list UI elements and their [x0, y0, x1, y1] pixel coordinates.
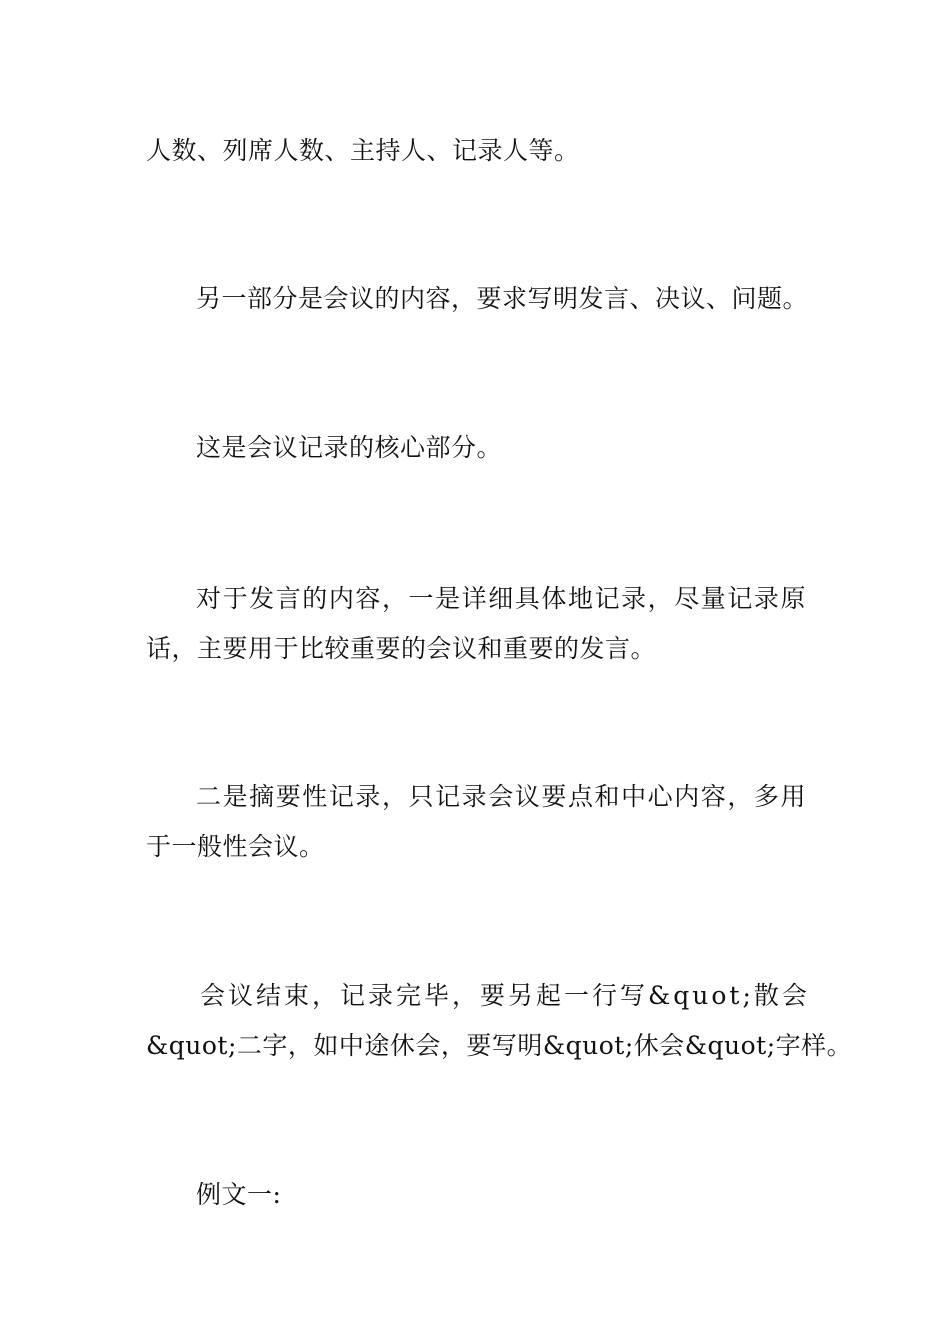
paragraph-detailed-record-line-1: 对于发言的内容，一是详细具体地记录，尽量记录原 [196, 584, 806, 613]
paragraph-summary-record-line-1: 二是摘要性记录，只记录会议要点和中心内容，多用 [196, 782, 806, 811]
paragraph-core-part: 这是会议记录的核心部分。 [196, 433, 503, 462]
paragraph-meeting-end-line-1: 会议结束，记录完毕，要另起一行写&quot;散会 [200, 981, 810, 1010]
paragraph-summary-record-line-2: 于一般性会议。 [146, 832, 325, 861]
paragraph-meeting-end-line-2: &quot;二字，如中途休会，要写明&quot;休会&quot;字样。 [146, 1031, 853, 1060]
example-heading: 例文一: [196, 1180, 282, 1209]
paragraph-detailed-record-line-2: 话，主要用于比较重要的会议和重要的发言。 [146, 634, 657, 663]
paragraph-meeting-content: 另一部分是会议的内容，要求写明发言、决议、问题。 [196, 284, 809, 313]
paragraph-continuation: 人数、列席人数、主持人、记录人等。 [146, 136, 580, 165]
